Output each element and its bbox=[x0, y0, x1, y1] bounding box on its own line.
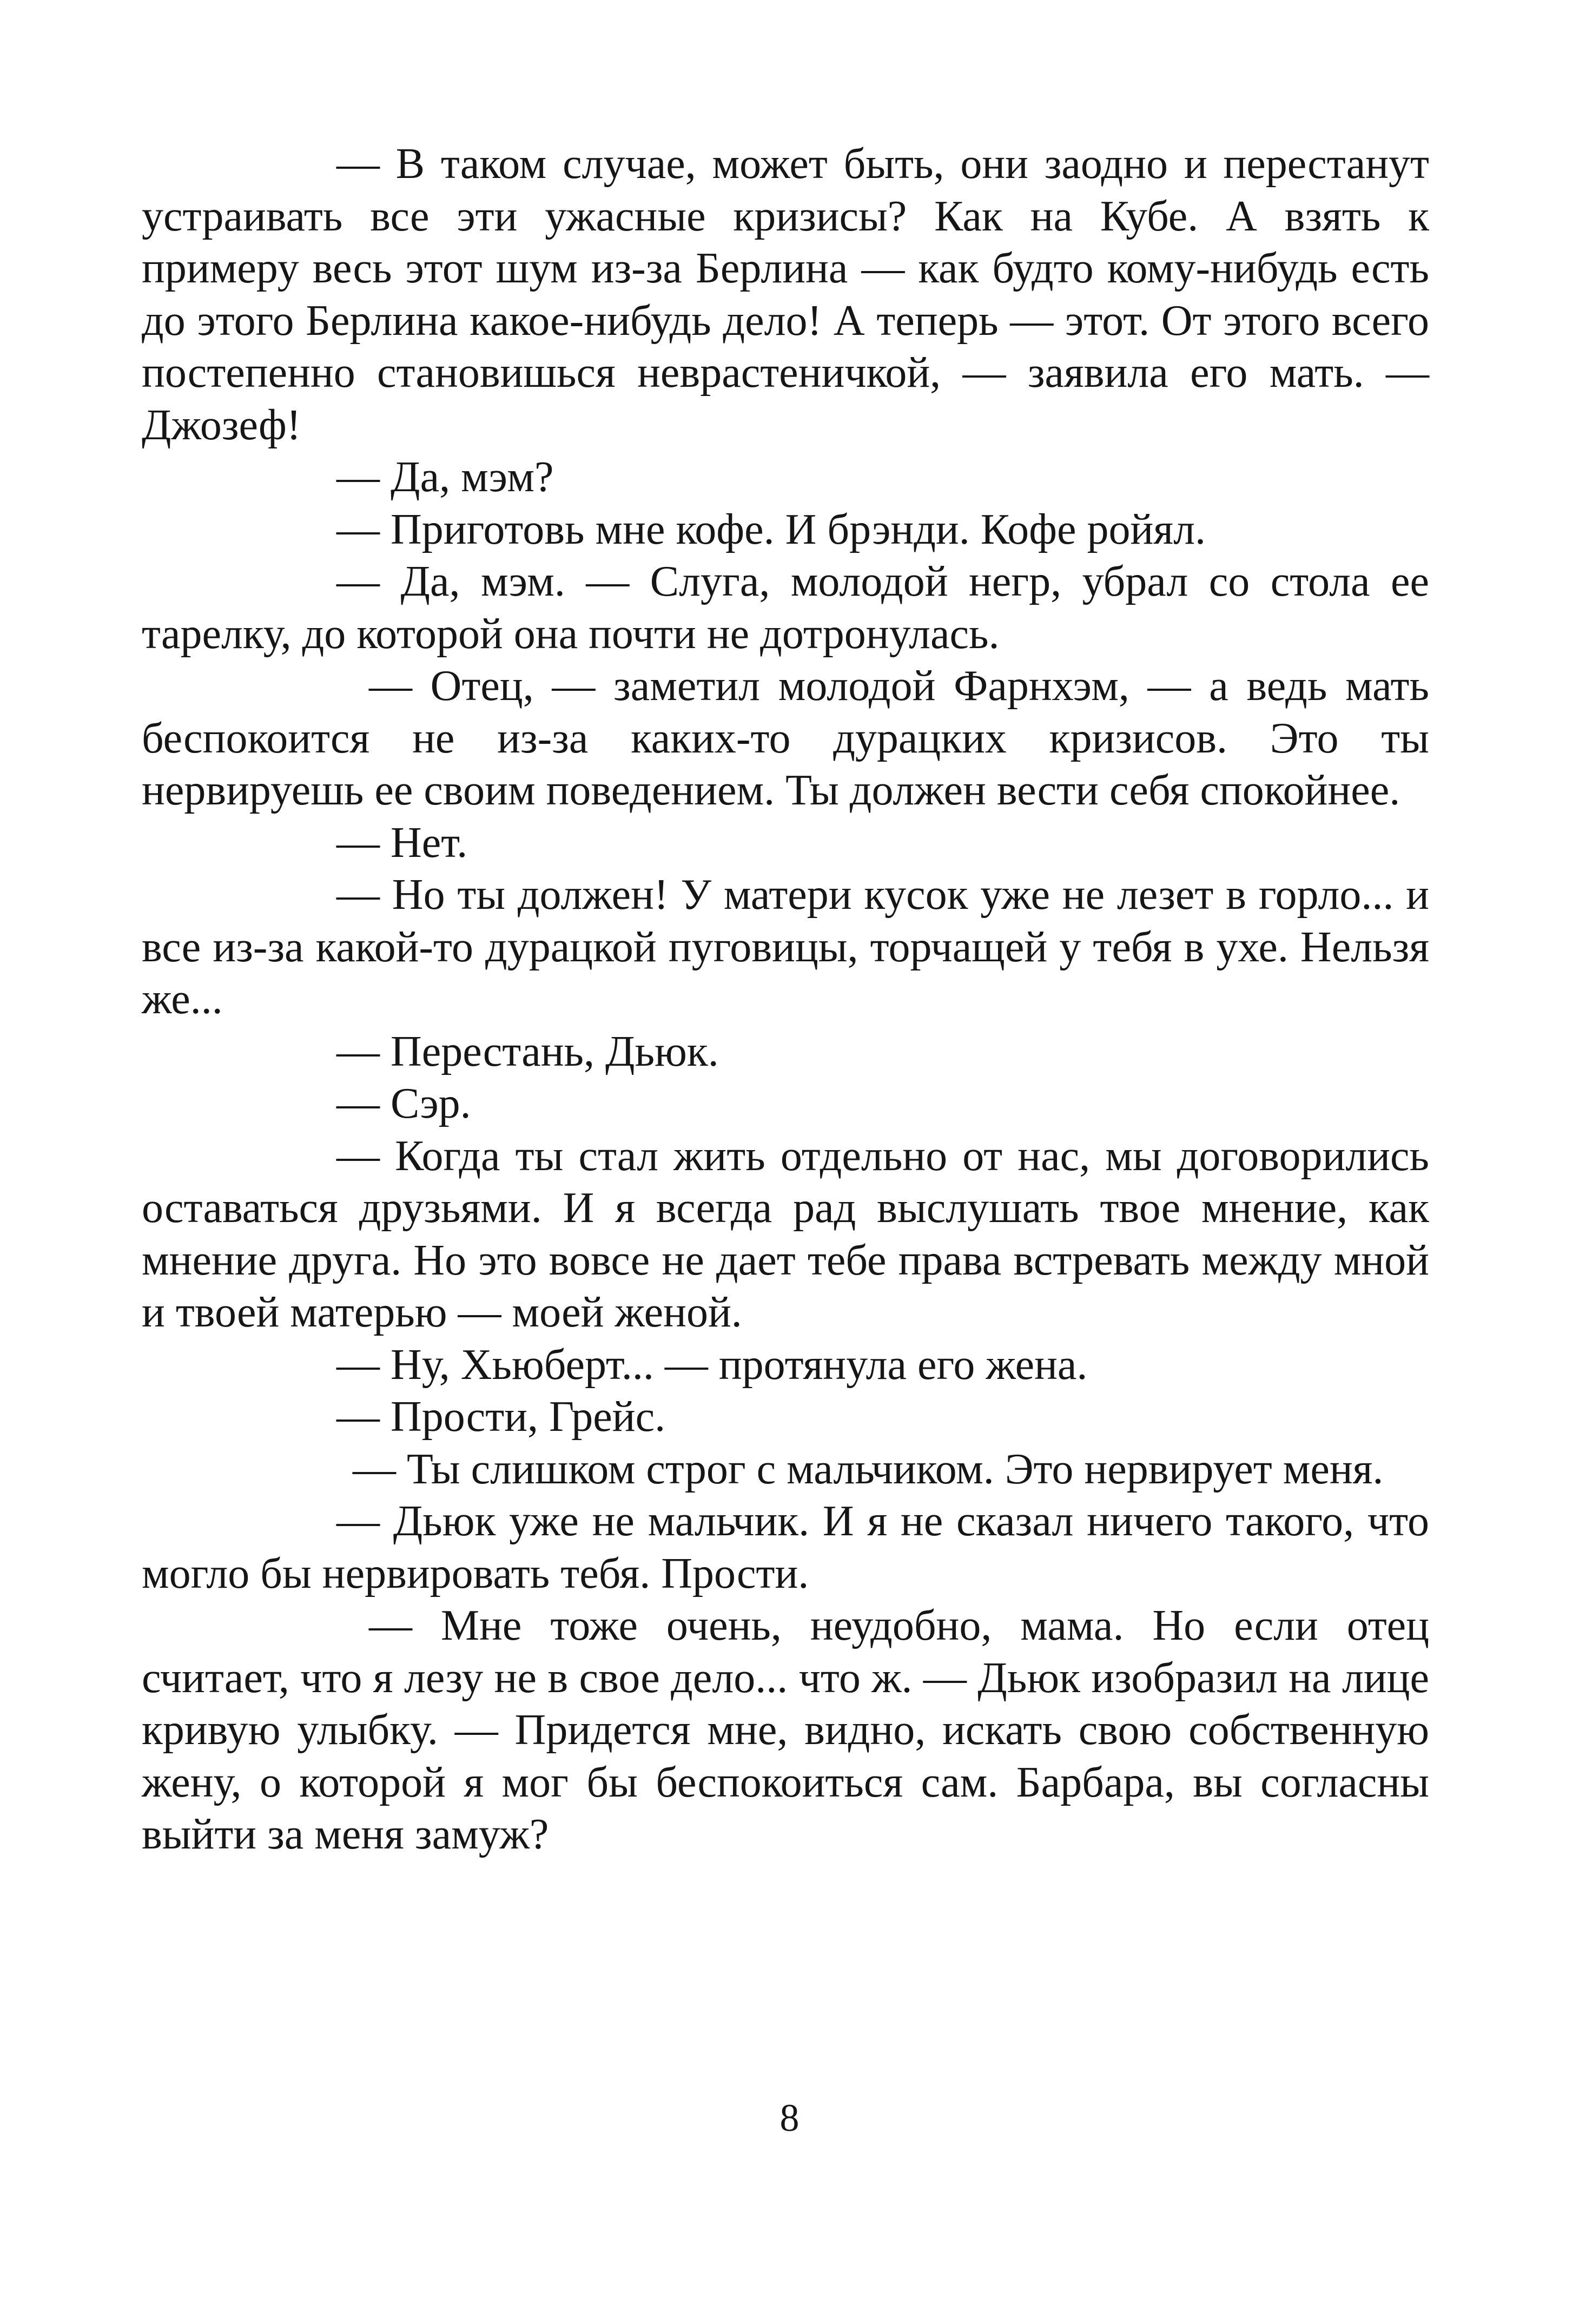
page-text bbox=[142, 138, 1429, 1861]
paragraph-3: — Приготовь мне кофе. И брэнди. Кофе ройял. bbox=[336, 505, 1206, 553]
paragraph-12: — Прости, Грейс. bbox=[336, 1393, 666, 1441]
paragraph-6: — Нет. bbox=[336, 818, 468, 867]
paragraph-9: — Сэр. bbox=[336, 1080, 471, 1127]
page-number: 8 bbox=[779, 2096, 800, 2140]
paragraph-7: — Но ты должен! У матери кусок уже не лезет в горло... и все из-за какой-то дурацкой пуговицы, торчащей у тебя в ухе. Нельзя же... bbox=[142, 871, 1429, 1023]
paragraph-4: — Да, мэм. — Слуга, молодой негр, убрал со стола ее тарелку, до которой она почти не дотронулась. bbox=[142, 558, 1429, 658]
paragraph-2: — Да, мэм? bbox=[336, 453, 554, 501]
paragraph-15: — Мне тоже очень, неудобно, мама. Но если отец считает, что я лезу не в свое дело... что ж. — Дьюк изобразил на лице кривую улыбку. — Придется мне, видно, искать свою собственную жену, о которой я мог бы беспокоиться сам. Барбара, вы согласны выйти за меня замуж? bbox=[142, 1602, 1429, 1858]
paragraph-1: — В таком случае, может быть, они заодно и перестанут устраивать все эти ужасные кризисы? Как на Кубе. А взять к примеру весь этот шум из-за Берлина — как будто кому-нибудь есть до этого Берлина какое-нибудь дело! А теперь — этот. От этого всего постепенно становишься неврастеничкой, — заявила его мать. — Джозеф! bbox=[142, 140, 1429, 449]
paragraph-8: — Перестань, Дьюк. bbox=[336, 1027, 719, 1075]
paragraph-13: — Ты слишком строг с мальчиком. Это нервирует меня. bbox=[353, 1445, 1384, 1493]
paragraph-5: — Отец, — заметил молодой Фарнхэм, — а ведь мать беспокоится не из-за каких-то дурацких кризисов. Это ты нервируешь ее своим поведением. Ты должен вести себя спокойнее. bbox=[142, 662, 1429, 814]
paragraph-14: — Дьюк уже не мальчик. И я не сказал ничего такого, что могло бы нервировать тебя. Прости. bbox=[142, 1497, 1429, 1597]
paragraph-10: — Когда ты стал жить отдельно от нас, мы договорились оставаться друзьями. И я всегда рад выслушать твое мнение, как мнение друга. Но это вовсе не дает тебе права встревать между мной и твоей матерью — моей женой. bbox=[142, 1132, 1429, 1336]
paragraph-11: — Ну, Хьюберт... — протянула его жена. bbox=[336, 1341, 1088, 1389]
